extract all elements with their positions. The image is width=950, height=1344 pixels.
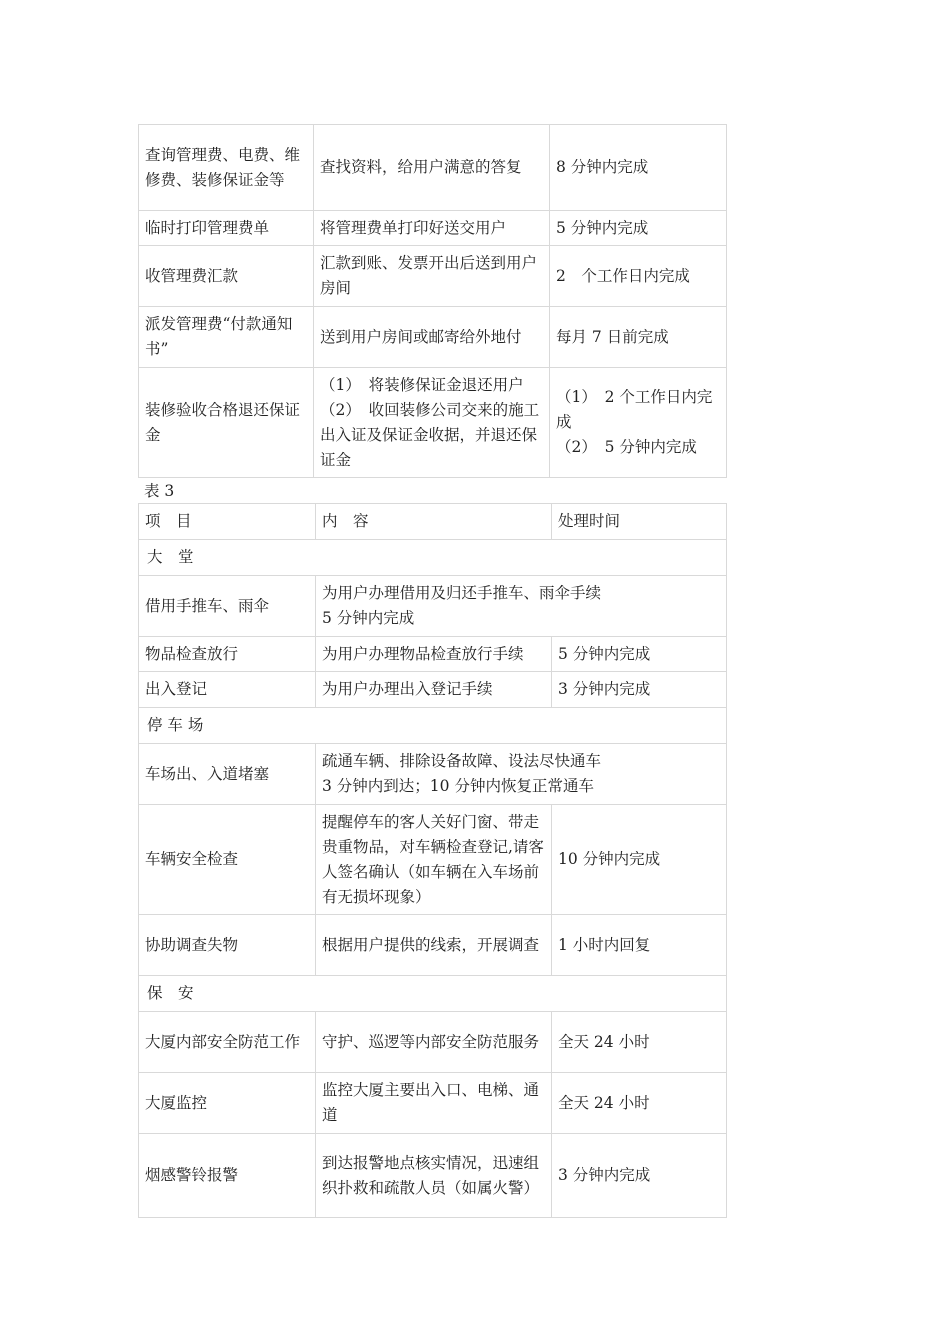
time-cell: 每月 7 日前完成	[550, 307, 727, 368]
table-row	[139, 637, 727, 672]
item-cell: 临时打印管理费单	[139, 211, 314, 246]
content-cell: 为用户办理出入登记手续	[316, 672, 552, 708]
merged-line: 5 分钟内完成	[322, 609, 415, 627]
header-item: 项 目	[139, 504, 316, 540]
time-cell: 10 分钟内完成	[552, 805, 727, 915]
content-line: （2） 收回装修公司交来的施工出入证及保证金收据，并退还保证金	[320, 400, 540, 469]
item-cell: 派发管理费“付款通知书”	[139, 307, 314, 368]
section-row	[139, 708, 727, 744]
item-cell: 大厦监控	[139, 1073, 316, 1134]
content-cell	[314, 368, 550, 478]
item-cell: 协助调查失物	[139, 915, 316, 976]
time-line: （1） 2 个工作日内完成	[556, 388, 713, 431]
content-cell: 根据用户提供的线索，开展调查	[316, 915, 552, 976]
table-row	[139, 915, 727, 976]
header-time: 处理时间	[552, 504, 727, 540]
table-row	[139, 744, 727, 805]
time-cell: 2 个工作日内完成	[550, 246, 727, 307]
time-cell	[550, 368, 727, 478]
table-row	[139, 211, 727, 246]
table-row	[139, 1134, 727, 1218]
merged-line: 3 分钟内到达；10 分钟内恢复正常通车	[322, 777, 594, 795]
time-cell: 全天 24 小时	[552, 1073, 727, 1134]
content-cell: 提醒停车的客人关好门窗、带走贵重物品，对车辆检查登记,请客人签名确认（如车辆在入车场前有无损坏现象）	[316, 805, 552, 915]
merged-line: 为用户办理借用及归还手推车、雨伞手续	[322, 584, 602, 602]
time-cell: 3 分钟内完成	[552, 1134, 727, 1218]
merged-cell	[316, 744, 727, 805]
item-cell: 大厦内部安全防范工作	[139, 1012, 316, 1073]
section-title: 大 堂	[139, 540, 727, 576]
section-row	[139, 540, 727, 576]
time-cell: 5 分钟内完成	[550, 211, 727, 246]
content-cell: 送到用户房间或邮寄给外地付	[314, 307, 550, 368]
item-cell: 借用手推车、雨伞	[139, 576, 316, 637]
content-cell: 汇款到账、发票开出后送到用户 房间	[314, 246, 550, 307]
time-cell: 1 小时内回复	[552, 915, 727, 976]
item-cell: 查询管理费、电费、维修费、装修保证金等	[139, 125, 314, 211]
table-row	[139, 1073, 727, 1134]
item-cell: 装修验收合格退还保证金	[139, 368, 314, 478]
content-line: （1） 将装修保证金退还用户	[320, 375, 524, 394]
content-cell: 守护、巡逻等内部安全防范服务	[316, 1012, 552, 1073]
item-cell: 车场出、入道堵塞	[139, 744, 316, 805]
content-cell: 监控大厦主要出入口、电梯、通道	[316, 1073, 552, 1134]
table-row	[139, 672, 727, 708]
content-cell: 到达报警地点核实情况，迅速组织扑救和疏散人员（如属火警）	[316, 1134, 552, 1218]
content-cell: 查找资料，给用户满意的答复	[314, 125, 550, 211]
item-cell: 出入登记	[139, 672, 316, 708]
time-cell: 全天 24 小时	[552, 1012, 727, 1073]
table-caption: 表 3	[144, 482, 175, 500]
merged-line: 疏通车辆、排除设备故障、设法尽快通车	[322, 752, 602, 770]
section-row	[139, 976, 727, 1012]
time-line: （2） 5 分钟内完成	[556, 438, 697, 456]
item-cell: 烟感警铃报警	[139, 1134, 316, 1218]
section-title: 停 车 场	[139, 708, 727, 744]
table-row	[139, 1012, 727, 1073]
section-title: 保 安	[139, 976, 727, 1012]
merged-cell	[316, 576, 727, 637]
time-cell: 8 分钟内完成	[550, 125, 727, 211]
header-content: 内 容	[316, 504, 552, 540]
content-cell: 为用户办理物品检查放行手续	[316, 637, 552, 672]
table-row	[139, 576, 727, 637]
table-row	[139, 368, 727, 478]
table-row	[139, 125, 727, 211]
service-table-3	[138, 503, 727, 1218]
time-cell: 3 分钟内完成	[552, 672, 727, 708]
content-cell: 将管理费单打印好送交用户	[314, 211, 550, 246]
item-cell: 物品检查放行	[139, 637, 316, 672]
service-table-top	[138, 124, 727, 478]
time-cell: 5 分钟内完成	[552, 637, 727, 672]
table-row	[139, 307, 727, 368]
table-header-row	[139, 504, 727, 540]
item-cell: 车辆安全检查	[139, 805, 316, 915]
item-cell: 收管理费汇款	[139, 246, 314, 307]
table-row	[139, 246, 727, 307]
table-row	[139, 805, 727, 915]
